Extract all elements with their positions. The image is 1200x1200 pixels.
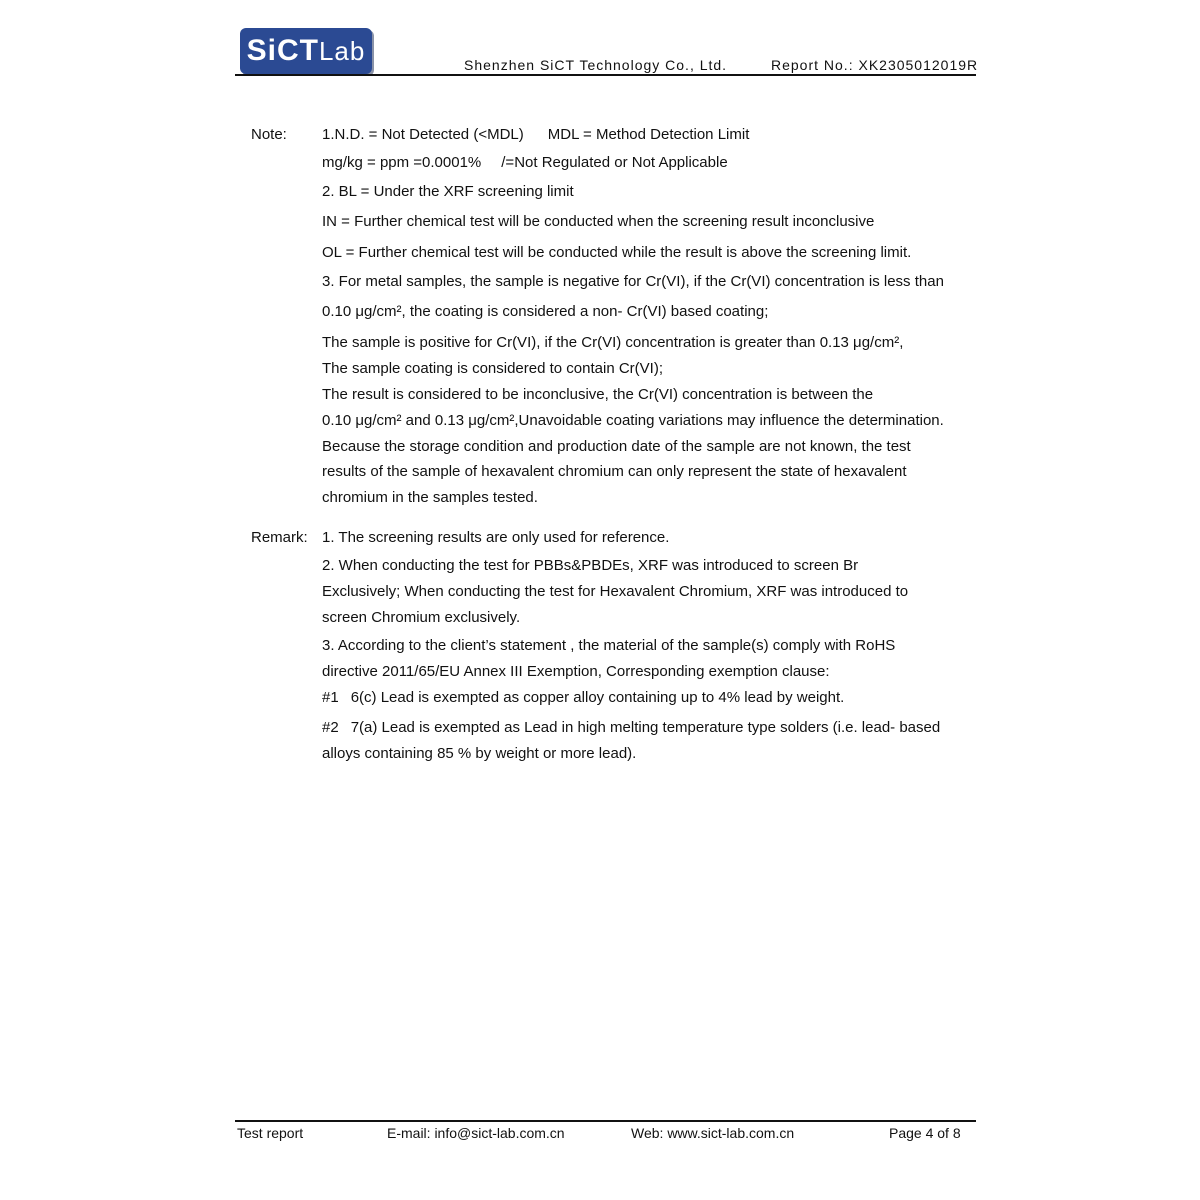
header-report-number: Report No.: XK2305012019R — [771, 57, 979, 73]
note-line: 3. For metal samples, the sample is negative for Cr(VI), if the Cr(VI) concentration is less than — [322, 273, 944, 290]
note-line — [322, 126, 749, 143]
logo-text-lab: Lab — [318, 35, 366, 66]
company-logo — [240, 28, 372, 74]
note-label: Note: — [251, 126, 287, 143]
remark-line: 2. When conducting the test for PBBs&PBDEs, XRF was introduced to screen Br — [322, 557, 859, 574]
footer-page-number: Page 4 of 8 — [889, 1125, 961, 1141]
remark-line — [322, 689, 844, 706]
exemption-number-2: #2 — [322, 719, 339, 736]
exemption-number-1: #1 — [322, 689, 339, 706]
note-line: Because the storage condition and production date of the sample are not known, the test — [322, 438, 911, 455]
note-line: chromium in the samples tested. — [322, 489, 538, 506]
note-line: IN = Further chemical test will be conducted when the screening result inconclusive — [322, 213, 875, 230]
footer-email: E-mail: info@sict-lab.com.cn — [387, 1125, 565, 1141]
note-line: 0.10 μg/cm², the coating is considered a non- Cr(VI) based coating; — [322, 303, 769, 320]
note-line: OL = Further chemical test will be conducted while the result is above the screening limit. — [322, 244, 912, 261]
note-line: results of the sample of hexavalent chromium can only represent the state of hexavalent — [322, 463, 907, 480]
exemption-clause-7a: 7(a) Lead is exempted as Lead in high melting temperature type solders (i.e. lead- based — [350, 719, 941, 736]
logo-text-sict: SiCT — [246, 34, 319, 67]
note-not-regulated-definition: /=Not Regulated or Not Applicable — [501, 154, 728, 171]
remark-line: alloys containing 85 % by weight or more lead). — [322, 745, 637, 762]
footer-doc-type: Test report — [237, 1125, 304, 1141]
remark-line: 1. The screening results are only used for reference. — [322, 529, 670, 546]
note-line: 0.10 μg/cm² and 0.13 μg/cm²,Unavoidable coating variations may influence the determination. — [322, 412, 944, 429]
remark-line: directive 2011/65/EU Annex III Exemption, Corresponding exemption clause: — [322, 663, 830, 680]
note-line — [322, 154, 728, 171]
note-line: The sample coating is considered to contain Cr(VI); — [322, 360, 663, 377]
header-company-name: Shenzhen SiCT Technology Co., Ltd. — [464, 57, 728, 73]
remark-line: screen Chromium exclusively. — [322, 609, 521, 626]
remark-line — [322, 719, 940, 736]
footer-divider — [235, 1120, 976, 1122]
remark-label: Remark: — [251, 529, 308, 546]
exemption-clause-6c: 6(c) Lead is exempted as copper alloy containing up to 4% lead by weight. — [350, 689, 845, 706]
note-mdl-definition: MDL = Method Detection Limit — [547, 126, 750, 143]
remark-line: Exclusively; When conducting the test for Hexavalent Chromium, XRF was introduced to — [322, 583, 909, 600]
note-mgkg-definition: mg/kg = ppm =0.0001% — [322, 154, 482, 171]
note-nd-definition: 1.N.D. = Not Detected (<MDL) — [322, 126, 524, 143]
header-divider — [235, 74, 976, 76]
footer-web: Web: www.sict-lab.com.cn — [631, 1125, 795, 1141]
note-line: 2. BL = Under the XRF screening limit — [322, 183, 574, 200]
remark-line: 3. According to the client’s statement , the material of the sample(s) comply with RoHS — [322, 637, 896, 654]
note-line: The result is considered to be inconclusive, the Cr(VI) concentration is between the — [322, 386, 874, 403]
note-line: The sample is positive for Cr(VI), if the Cr(VI) concentration is greater than 0.13 μg/cm², — [322, 334, 904, 351]
